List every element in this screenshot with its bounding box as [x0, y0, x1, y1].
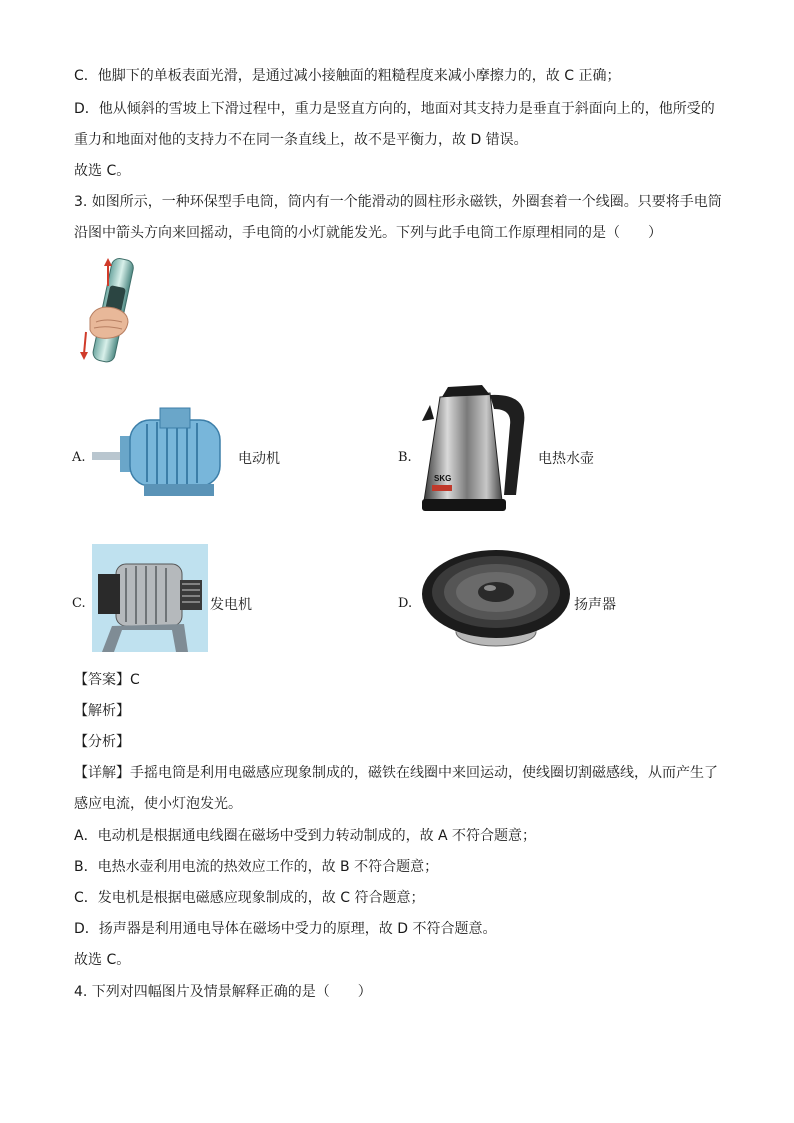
- question4-stem: 4. 下列对四幅图片及情景解释正确的是（ ）: [74, 984, 372, 1000]
- option-d-caption: 扬声器: [574, 597, 616, 613]
- choose-c-text: 故选 C。: [74, 952, 131, 968]
- detail-line1: 【详解】手摇电筒是利用电磁感应现象制成的，磁铁在线圈中来回运动，使线圈切割磁感线，从而产生了: [74, 765, 718, 781]
- answer-text: 【答案】C: [74, 672, 140, 688]
- kettle-brand-text: SKG: [434, 474, 452, 483]
- option-a-caption: 电动机: [238, 451, 280, 467]
- electric-motor-image: [92, 402, 234, 498]
- option-b-label: B.: [398, 450, 412, 465]
- explanation-a: A．电动机是根据通电线圈在磁场中受到力转动制成的，故 A 不符合题意；: [74, 828, 537, 844]
- fenxi-heading: 【分析】: [74, 734, 130, 750]
- analysis-heading: 【解析】: [74, 703, 130, 719]
- loudspeaker-image: [420, 546, 572, 654]
- electric-kettle-image: [420, 383, 532, 519]
- prev-option-d-text-line2: 重力和地面对他的支持力不在同一条直线上，故不是平衡力，故 D 错误。: [74, 132, 528, 148]
- generator-image: [92, 544, 208, 652]
- option-a-label: A.: [72, 450, 86, 465]
- explanation-b: B．电热水壶利用电流的热效应工作的，故 B 不符合题意；: [74, 859, 439, 875]
- prev-choose-text: 故选 C。: [74, 163, 131, 179]
- option-d-label: D.: [398, 596, 413, 611]
- detail-line2: 感应电流，使小灯泡发光。: [74, 796, 242, 812]
- explanation-c: C．发电机是根据电磁感应现象制成的，故 C 符合题意；: [74, 890, 425, 906]
- shake-flashlight-image: [76, 256, 148, 366]
- explanation-d: D．扬声器是利用通电导体在磁场中受力的原理，故 D 不符合题意。: [74, 921, 497, 937]
- option-b-caption: 电热水壶: [538, 451, 594, 467]
- question3-stem-line1: 3. 如图所示，一种环保型手电筒，筒内有一个能滑动的圆柱形永磁铁，外圈套着一个线圈。只要将手电筒: [74, 194, 722, 210]
- question3-stem-line2: 沿图中箭头方向来回摇动，手电筒的小灯就能发光。下列与此手电筒工作原理相同的是（ ）: [74, 225, 662, 241]
- prev-option-c-text: C．他脚下的单板表面光滑，是通过减小接触面的粗糙程度来减小摩擦力的，故 C 正确；: [74, 68, 621, 84]
- option-c-label: C.: [72, 596, 86, 611]
- option-c-caption: 发电机: [210, 597, 252, 613]
- prev-option-d-text-line1: D．他从倾斜的雪坡上下滑过程中，重力是竖直方向的，地面对其支持力是垂直于斜面向上的，他所受的: [74, 101, 715, 117]
